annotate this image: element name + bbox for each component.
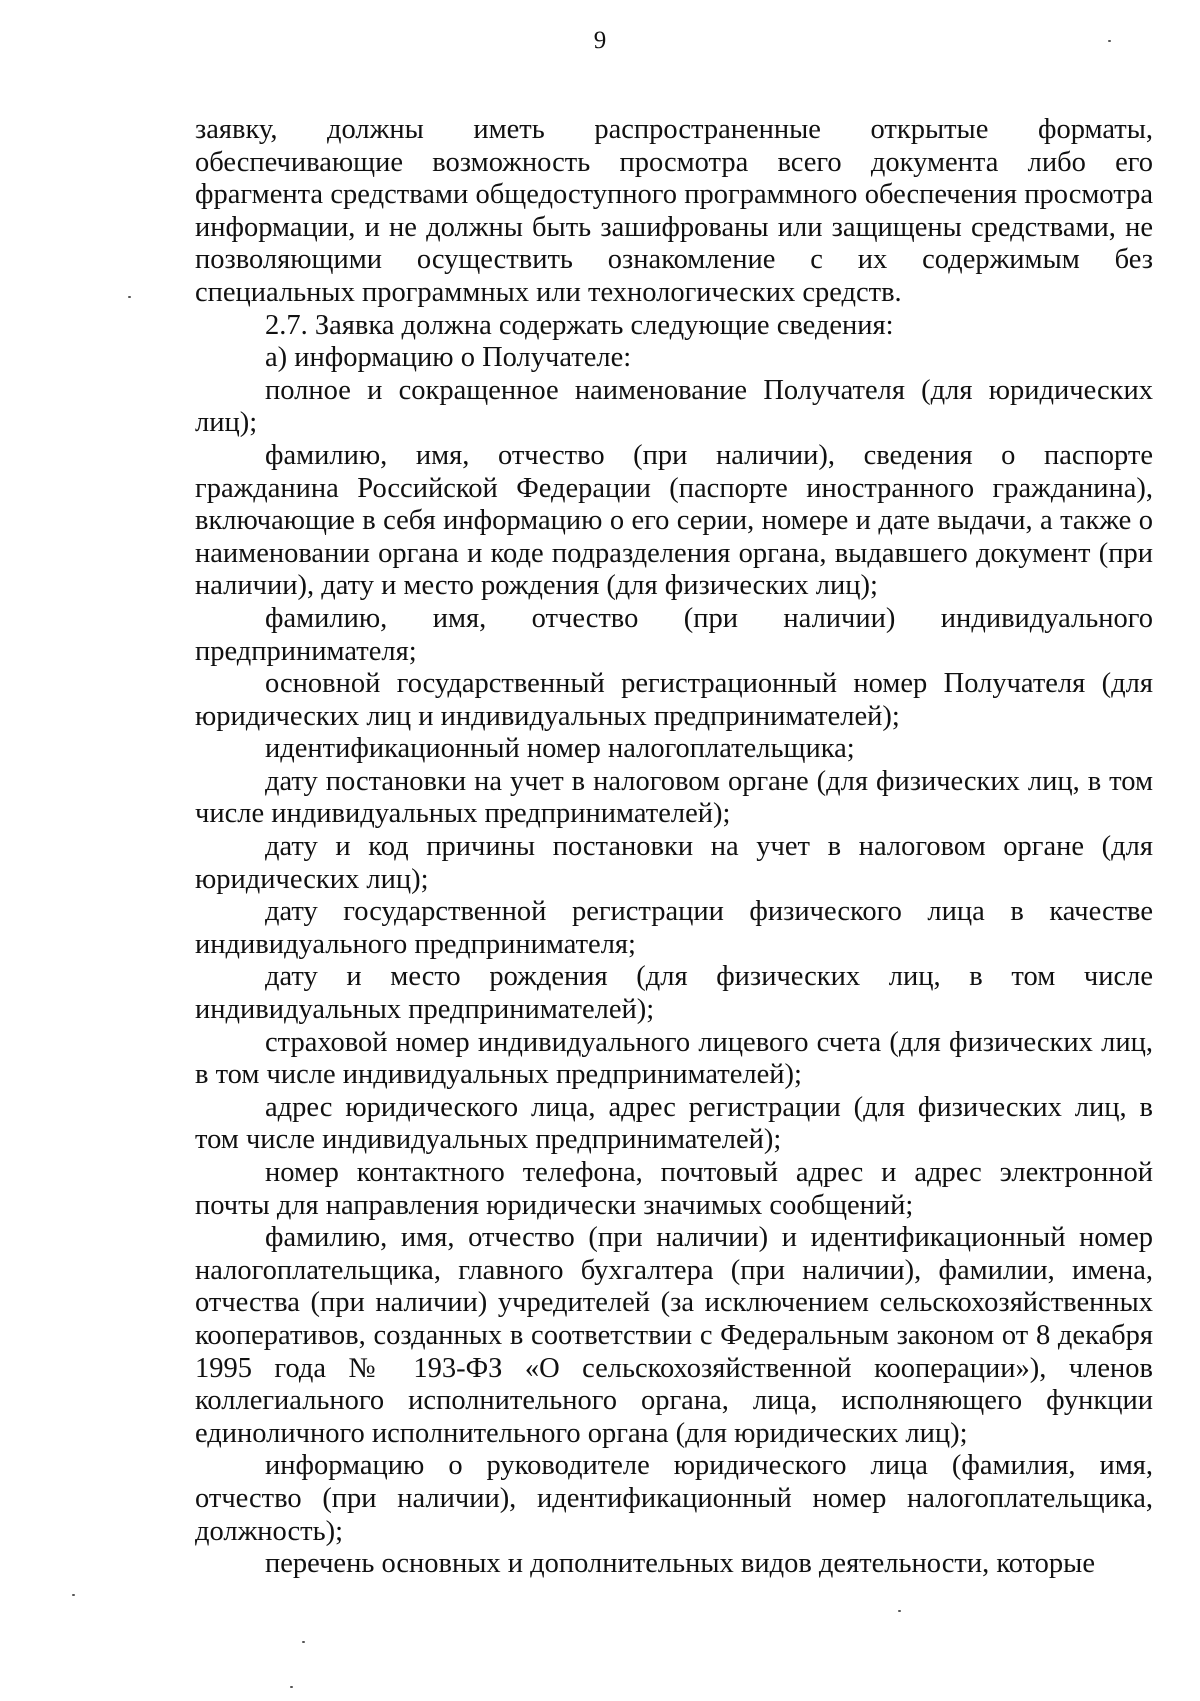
paragraph-director: информацию о руководителе юридического лица (фамилия, имя, отчество (при наличии), идентификационный номер налогоплательщика, должность); [195, 1450, 1153, 1547]
paragraph-tax-registration-date: дату постановки на учет в налоговом органе (для физических лиц, в том числе индивидуальных предпринимателей); [195, 765, 1153, 830]
paragraph-kpp: дату и код причины постановки на учет в налоговом органе (для юридических лиц); [195, 831, 1153, 895]
paragraph-snils: страховой номер индивидуального лицевого счета (для физических лиц, в том числе индивидуальных предпринимателей); [195, 1026, 1153, 1091]
page-number: 9 [593, 27, 607, 54]
paragraph-entrepreneur-name: фамилию, имя, отчество (при наличии) индивидуального предпринимателя; [195, 602, 1153, 667]
paragraph-activities: перечень основных и дополнительных видов деятельности, которые [265, 1548, 1095, 1580]
scan-speck [72, 1594, 75, 1596]
paragraph-section-2-7: 2.7. Заявка должна содержать следующие сведения: [265, 309, 894, 341]
paragraph-passport: фамилию, имя, отчество (при наличии), сведения о паспорте гражданина Российской Федерации (паспорте иностранного гражданина), включающие в себя информацию о его серии, номере и дате выдачи, а также о наименовании органа и коде подразделения органа, выдавшего документ (при наличии), дату и место рождения (для физических лиц); [195, 439, 1153, 602]
paragraph-recipient-info: а) информацию о Получателе: [265, 342, 632, 374]
paragraph-ogrn: основной государственный регистрационный номер Получателя (для юридических лиц и индивидуальных предпринимателей); [195, 668, 1153, 732]
paragraph-birth: дату и место рождения (для физических лиц, в том числе индивидуальных предпринимателей); [195, 961, 1153, 1026]
paragraph-inn: идентификационный номер налогоплательщика; [265, 733, 855, 765]
scan-speck [128, 296, 131, 298]
paragraph-contacts: номер контактного телефона, почтовый адрес и адрес электронной почты для направления юридически значимых сообщений; [195, 1157, 1153, 1221]
scan-speck [290, 1686, 293, 1688]
paragraph-founders: фамилию, имя, отчество (при наличии) и идентификационный номер налогоплательщика, главного бухгалтера (при наличии), фамилии, имена, отчества (при наличии) учредителей (за исключением сельскохозяйственных кооперативов, созданных в соответствии с Федеральным законом от 8 декабря 1995 года № 193-ФЗ «О сельскохозяйственной кооперации»), членов коллегиального исполнительного органа, лица, исполняющего функции единоличного исполнительного органа (для юридических лиц); [195, 1222, 1153, 1449]
scan-speck [1108, 40, 1111, 42]
scan-speck [302, 1641, 305, 1643]
paragraph-full-name: полное и сокращенное наименование Получателя (для юридических лиц); [195, 374, 1153, 439]
document-body [195, 114, 1153, 1581]
paragraph-address: адрес юридического лица, адрес регистрации (для физических лиц, в том числе индивидуальных предпринимателей); [195, 1091, 1153, 1156]
paragraph-continuation: заявку, должны иметь распространенные открытые форматы, обеспечивающие возможность просмотра всего документа либо его фрагмента средствами общедоступного программного обеспечения просмотра информации, и не должны быть зашифрованы или защищены средствами, не позволяющими осуществить ознакомление с их содержимым без специальных программных или технологических средств. [195, 114, 1153, 308]
scan-speck [898, 1610, 901, 1612]
paragraph-state-registration: дату государственной регистрации физического лица в качестве индивидуального предпринимателя; [195, 896, 1153, 960]
